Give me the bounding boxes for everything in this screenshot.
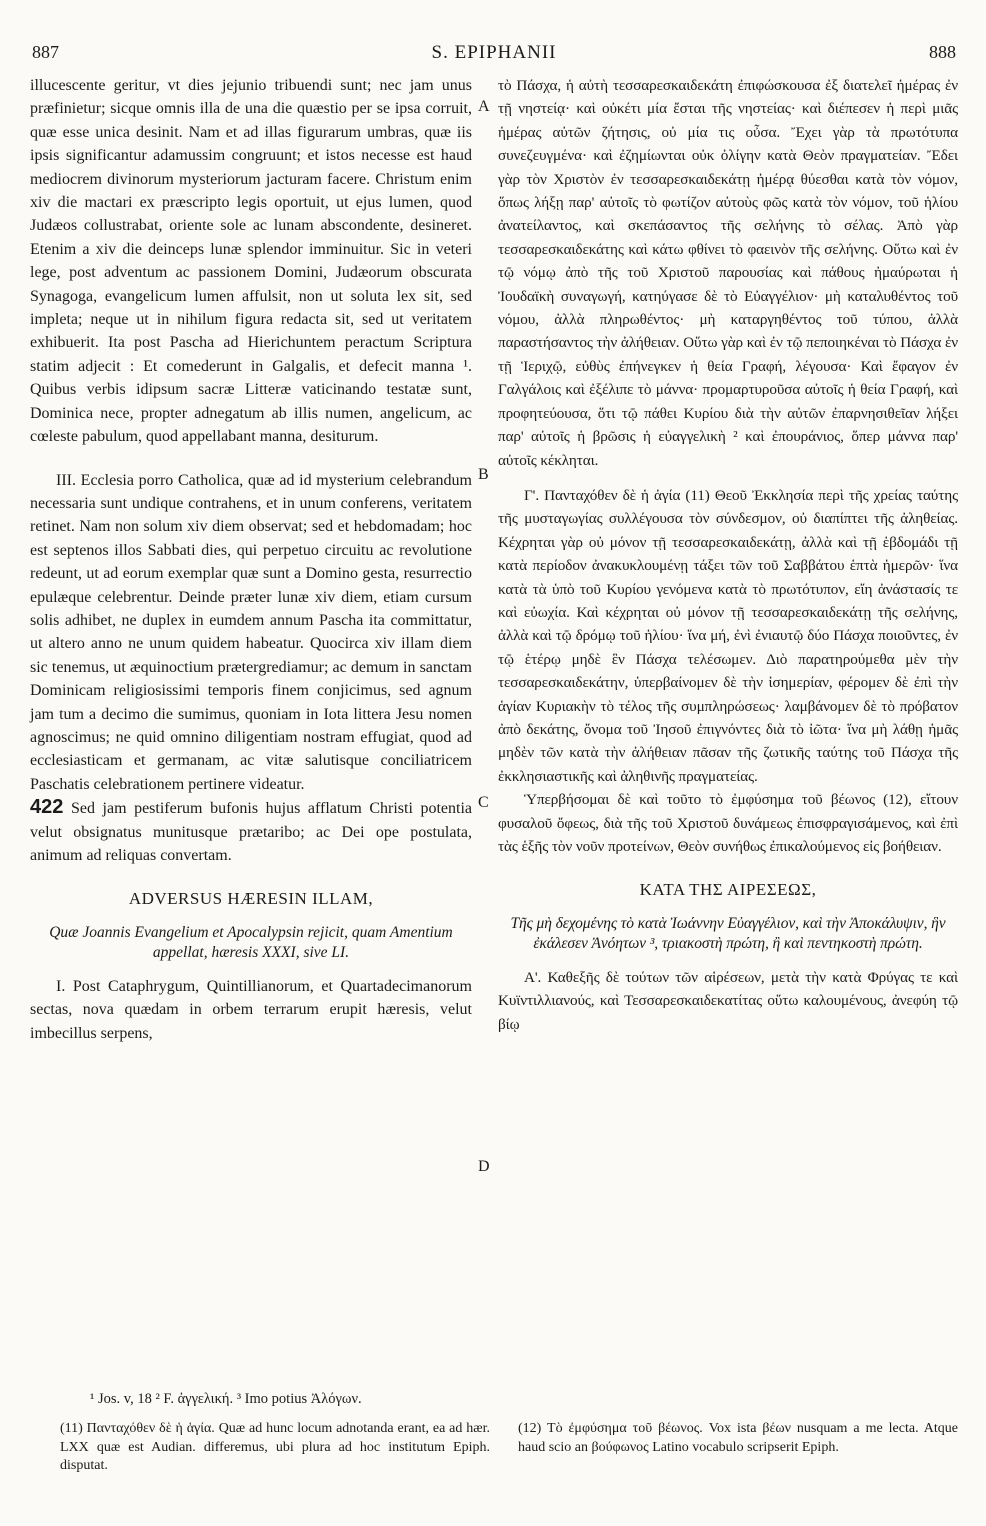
margin-letter-c: C <box>478 794 489 811</box>
running-header <box>30 22 958 62</box>
latin-paragraph-4: I. Post Cataphrygum, Quintillianorum, et Quartadecimanorum sectas, nova quædam in orbem terrarum erupit hæresis, velut imbecillus serpens, <box>30 977 472 1042</box>
margin-letter-d: D <box>478 1158 490 1175</box>
greek-section-subtitle: Τῆς μὴ δεχομένης τὸ κατὰ Ἰωάννην Εὐαγγέλιον, καὶ τὴν Ἀποκάλυψιν, ἣν ἐκάλεσεν Ἀνόητων ³, τριακοστὴ πρώτη, ἢ καὶ πεντηκοστὴ πρώτη. <box>510 914 946 952</box>
page <box>30 22 958 1473</box>
note-12: (12) Τὸ ἐμφύσημα τοῦ βέωνος. Vox ista βέων nusquam a me lecta. Atque haud scio an βούφωνος Latino vocabulo scripserit Epiph. <box>518 1421 958 1455</box>
note-11: (11) Πανταχόθεν δὲ ἡ ἁγία. Quæ ad hunc locum adnotanda erant, ea ad hær. LXX quæ est Audian. differemus, ubi plura ad hoc institutum Epiph. disputat. <box>60 1421 490 1473</box>
greek-paragraph-1: τὸ Πάσχα, ἡ αὐτὴ τεσσαρεσκαιδεκάτη ἐπιφώσκουσα ἐξ διατελεῖ ἡμέρας ἐν τῇ νηστείᾳ· καὶ οὐκέτι μία ἔσται τῆς νηστείας· καὶ διέπεσεν ἡ περὶ μιᾶς ἡμέρας αὐτῶν ζήτησις, οὐ μία τις οὖσα. Ἔχει γὰρ τὰ πρωτότυπα συνεζευγμένα· καὶ ἐζημίωνται οὐκ ὀλίγην κατὰ Θεὸν πραγματείαν. Ἔδει γὰρ τὸν Χριστὸν ἐν τεσσαρεσκαιδεκάτῃ ἡμέρᾳ θύεσθαι κατὰ τὸν νόμον, ὅπως λήξῃ παρ' αὐτοῖς τὸ φωτίζον αὐτοὺς φῶς κατὰ τὸν νόμον, τοῦ ἡλίου ἀνατείλαντος, καὶ σκεπάσαντος τῆς σελήνης τὸ σέλας. Ἀπὸ γὰρ τεσσαρεσκαιδεκάτης καὶ κάτω φθίνει τὸ φαεινὸν τῆς σελήνης. Οὕτω καὶ ἐν τῷ νόμῳ ἀπὸ τῆς τοῦ Χριστοῦ παρουσίας καὶ πάθους ἠμαύρωται ἡ Ἰουδαϊκὴ συναγωγή, κατηύγασε δὲ τὸ Εὐαγγέλιον· μὴ καταλυθέντος τοῦ νόμου, ἀλλὰ πληρωθέντος· μὴ καταργηθέντος τοῦ τύπου, ἀλλὰ παραστήσαντος τὴν ἀλήθειαν. Οὕτω γὰρ καὶ ἐν τῷ πεποιηκέναι τὸ Πάσχα ἐν τῇ Ἱεριχῷ, εὐθὺς ἐπήνεγκεν ἡ θεία Γραφή, λέγουσα· Καὶ ἔφαγον ἐν Γαλγάλοις καὶ ἐξέλιπε τὸ μάννα· προμαρτυροῦσα αὐτοῖς ἡ θεία Γραφή, καὶ προφητεύουσα, ὅτι τῷ πάθει Κυρίου διὰ τὴν αὐτῶν ἐπαρνησιθεῖαν λήξει παρ' αὐτοῖς ἡ βρῶσις ἡ εὐαγγελικὴ ² καὶ ἐπουράνιος, ὅπερ μάννα παρ' αὐτοῖς κέκληται. <box>498 77 958 469</box>
greek-paragraph-2: Γ'. Πανταχόθεν δὲ ἡ ἁγία (11) Θεοῦ Ἐκκλησία περὶ τῆς χρείας ταύτης τῆς μυσταγωγίας συλλέγουσα τὸν σύνδεσμον, οὐ διαπίπτει τῆς ἀληθείας. Κέχρηται γὰρ οὐ μόνον τῇ τεσσαρεσκαιδεκάτῃ, ἀλλὰ καὶ τῇ ἑβδομάδι τῇ κατὰ περίοδον ἀνακυκλουμένῃ τάξει τῶν τοῦ Σαββάτου ἑπτὰ ἡμερῶν· ἵνα κατὰ τὰ ὑπὸ τοῦ Κυρίου γενόμενα κατὰ τὸ πρωτότυπον, εἴη ἀνάστασίς τε καὶ εὐωχία. Καὶ κέχρηται οὐ μόνον τῇ τεσσαρεσκαιδεκάτῃ τῆς σελήνης, ἀλλὰ καὶ τῷ δρόμῳ τοῦ ἡλίου· ἵνα μή, ἐνὶ ἐνιαυτῷ δύο Πάσχα ποιοῦντες, ἐν τῷ ἑτέρῳ μηδὲ ἓν Πάσχα τελέσωμεν. Διὸ παρατηρούμεθα μὲν τὴν τεσσαρεσκαιδεκάτην, ὑπερβαίνομεν δὲ τὴν ἰσημερίαν, φέρομεν δὲ ἐπὶ τὴν ἁγίαν Κυριακὴν τὸ τέλος τῆς συμπληρώσεως· λαμβάνομεν δὲ τὸ πρόβατον ἀπὸ δεκάτης, ὄνομα τοῦ Ἰησοῦ ἐπιγνόντες διὰ τὸ ἰῶτα· ἵνα μὴ λάθῃ ἡμᾶς μηδὲν τῶν κατὰ τὴν ἀλήθειαν πᾶσαν τῆς ζωτικῆς ταύτης τοῦ Πάσχα τῆς ἐκκλησιαστικῆς καὶ ἀληθινῆς πραγματείας. <box>498 486 958 785</box>
page-number-right: 888 <box>929 42 956 62</box>
column-number: 422 <box>30 796 64 819</box>
latin-section-title: ADVERSUS HÆRESIN ILLAM, <box>128 889 374 909</box>
latin-section-subtitle: Quæ Joannis Evangelium et Apocalypsin rejicit, quam Amentium appellat, hæresis XXXI, sive LI. <box>49 923 453 961</box>
greek-paragraph-3: Ὑπερβήσομαι δὲ καὶ τοῦτο τὸ ἐμφύσημα τοῦ βέωνος (12), εἴτουν φυσαλοῦ ὄφεως, διὰ τῆς τοῦ Χριστοῦ δυνάμεως ἐπισφραγισάμενος, καὶ ἐπὶ τὰς ἑξῆς τὸν νοῦν προτείνων, Θεὸν συνήθως ἐπικαλούμενος εἰς βοήθειαν. <box>498 791 958 855</box>
latin-column <box>30 74 472 1045</box>
page-number-left: 887 <box>32 42 59 62</box>
latin-paragraph-1: illucescente geritur, vt dies jejunio tribuendi sunt; nec jam unus præfinietur; sicque omnis illa de una die quæstio per se ipsa corruit, quæ esse unica desinit. Nam et ad illas figurarum umbras, quæ iis ipsis significantur adamussim congruunt; et istos necesse est haud mediocrem divinorum mysteriorum jacturam facere. Christum enim xiv die mactari ex præscripto legis oportuit, ut ejus lumen, quod Judæos collustrabat, oriente sole ac lunam abscondente, desineret. Etenim a xiv die deinceps lunæ splendor imminuitur. Sic in veteri lege, post adventum ac passionem Domini, Judæorum obscurata Synagoga, evangelicum lumen affulsit, non ut soluta lex sit, sed impleta; neque ut in nihilum figura redacta sit, sed ut veritatem exhibuerit. Ita post Pascha ad Hierichuntem peractum Scriptura statim adjecit : Et comederunt in Galgalis, et defecit manna ¹. Quibus verbis idipsum sacræ Litteræ vaticinando testatæ sunt, Dominica nece, propter adnegatum ab illis numen, angelicum, ac cœleste pabulum, quod appellabant manna, desiturum. <box>30 77 472 446</box>
greek-paragraph-4: Α'. Καθεξῆς δὲ τούτων τῶν αἱρέσεων, μετὰ τὴν κατὰ Φρύγας τε καὶ Κυϊντιλλιανούς, καὶ Τεσσαρεσκαιδεκατίτας οὕτω καλουμένους, ἀνεφύη τῷ βίῳ <box>498 968 958 1033</box>
greek-column <box>498 74 958 1036</box>
latin-paragraph-3: Sed jam pestiferum bufonis hujus afflatum Christi potentia velut obsignatus munitusque prætaribo; ac Dei ope postulata, animum ad reliquas convertam. <box>30 800 473 864</box>
latin-paragraph-2: III. Ecclesia porro Catholica, quæ ad id mysterium celebrandum necessaria sunt undique contrahens, et in unum conferens, veritatem retinet. Nam non solum xiv diem observat; sed et hebdomadam; hoc est septenos illos Sabbati dies, qui perpetuo circuitu ac revolutione redeunt, ut ad eorum exemplar quæ sunt a Domino gesta, resurrectio epulæque celebrentur. Deinde præter lunæ xiv diem, etiam cursum solis adhibet, ne duplex in eumdem annum Pascha ita committatur, ut altero anno ne unum quidem habeatur. Quocirca xiv illam diem sic tenemus, ut æquinoctium prætergrediamur; ac demum in sanctam Dominicam religiosissimi temporis finem conjicimus, sed agnum jam tum a decimo die sumimus, quoniam in Iota littera Jesu nomen agnoscimus; ne quid omnino diligentiam nostram effugiat, quod ad ecclesiasticam et germanam, ac vitæ salutisque conciliatricem Paschatis celebrationem pertinere videatur. <box>30 471 472 793</box>
running-title: S. EPIPHANII <box>431 42 557 63</box>
margin-letter-a: A <box>478 98 490 115</box>
margin-letter-b: B <box>478 466 489 483</box>
greek-section-title: ΚΑΤΑ ΤΗΣ ΑΙΡΕΣΕΩΣ, <box>639 880 817 900</box>
footnotes: ¹ Jos. v, 18 ² F. ἀγγελική. ³ Imo potius Ἀλόγων. <box>90 1391 362 1407</box>
